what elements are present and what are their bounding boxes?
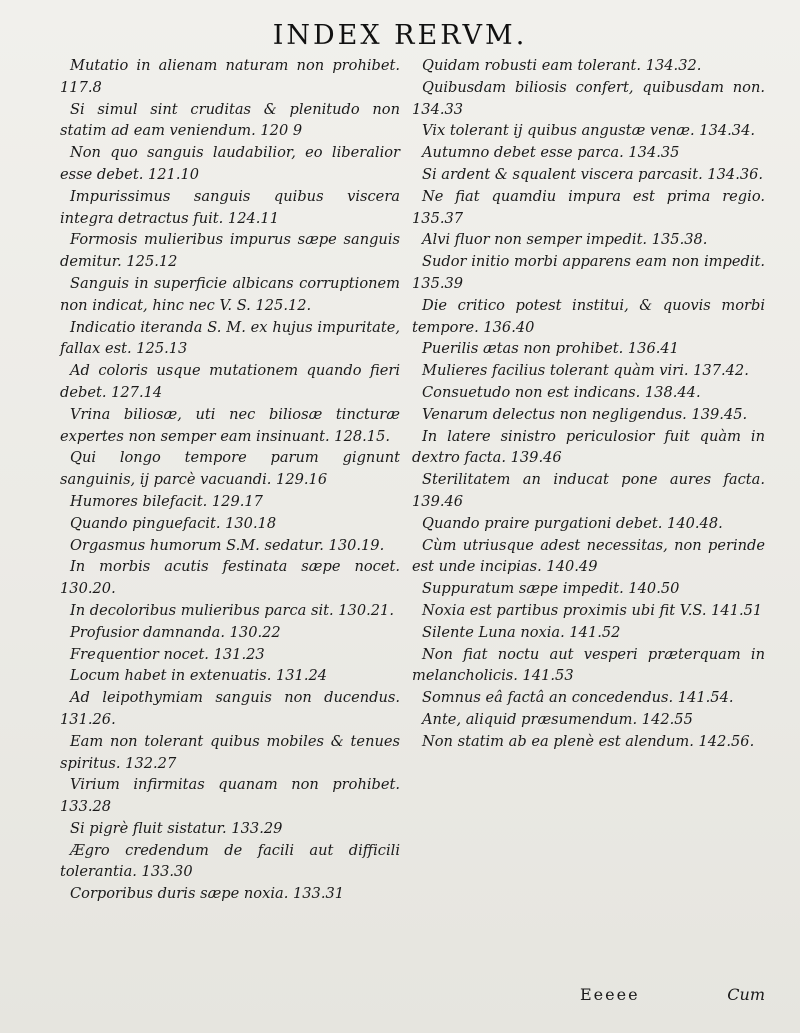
- index-entry: Suppuratum sæpe impedit. 140.50: [422, 580, 680, 598]
- index-entry: Ægro credendum de facili aut difficili tolerantia. 133.30: [60, 841, 400, 881]
- index-entry: Quibusdam biliosis confert, quibusdam non. 134.33: [412, 78, 765, 118]
- index-entry: Silente Luna noxia. 141.52: [422, 623, 621, 641]
- index-entry: Vix tolerant ij quibus angustæ venæ. 134.34.: [422, 122, 755, 140]
- index-entry: Quando praire purgationi debet. 140.48.: [422, 514, 723, 532]
- right-column: [412, 55, 765, 753]
- index-entry: Mutatio in alienam naturam non prohibet. 117.8: [60, 57, 400, 96]
- index-entry: Consuetudo non est indicans. 138.44.: [422, 383, 701, 401]
- index-entry: Qui longo tempore parum gignunt sanguinis, ij parcè vacuandi. 129.16: [60, 449, 400, 489]
- page-title: INDEX RERVM.: [272, 20, 528, 51]
- index-entry: Venarum delectus non negligendus. 139.45.: [422, 405, 748, 423]
- index-entry: Puerilis ætas non prohibet. 136.41: [422, 340, 679, 358]
- page-footer: [580, 985, 765, 1004]
- index-entry: Ante, aliquid præsumendum. 142.55: [422, 710, 693, 728]
- index-entry: Formosis mulieribus impurus sæpe sanguis demitur. 125.12: [60, 231, 400, 271]
- index-entry: Noxia est partibus proximis ubi fit V.S. 141.51: [422, 601, 763, 619]
- index-entry: Die critico potest institui, & quovis morbi tempore. 136.40: [412, 296, 765, 336]
- index-entry: Cùm utriusque adest necessitas, non perinde est unde incipias. 140.49: [412, 536, 765, 576]
- index-entry: Alvi fluor non semper impedit. 135.38.: [422, 231, 708, 249]
- index-entry: Ad leipothymiam sanguis non ducendus. 131.26.: [60, 689, 400, 728]
- index-entry: Profusior damnanda. 130.22: [70, 623, 281, 641]
- index-entry: Ad coloris usque mutationem quando fieri debet. 127.14: [60, 362, 400, 401]
- index-entry: Vrina biliosæ, uti nec biliosæ tincturæ expertes non semper eam insinuant. 128.15.: [60, 405, 400, 445]
- signature-mark: Eeeee: [580, 985, 640, 1004]
- index-entry: Locum habet in extenuatis. 131.24: [70, 667, 328, 685]
- index-entry: Virium infirmitas quanam non prohibet. 133.28: [60, 776, 400, 816]
- index-entry: Sanguis in superficie albicans corruptionem non indicat, hinc nec V. S. 125.12.: [60, 274, 400, 314]
- index-entry: Humores bilefacit. 129.17: [70, 492, 263, 510]
- index-entry: Sudor initio morbi apparens eam non impedit. 135.39: [412, 253, 765, 292]
- index-entry: Autumno debet esse parca. 134.35: [422, 144, 680, 162]
- index-entry: Si simul sint cruditas & plenitudo non statim ad eam veniendum. 120 9: [60, 100, 400, 140]
- catchword: Cum: [727, 985, 765, 1004]
- index-entry: Non fiat noctu aut vesperi præterquam in melancholicis. 141.53: [412, 645, 765, 685]
- index-entry: Frequentior nocet. 131.23: [70, 645, 265, 663]
- index-entry: In decoloribus mulieribus parca sit. 130.21.: [70, 601, 394, 619]
- index-entry: Si pigrè fluit sistatur. 133.29: [70, 819, 283, 837]
- index-entry: In latere sinistro periculosior fuit quàm in dextro facta. 139.46: [412, 427, 765, 467]
- index-entry: Eam non tolerant quibus mobiles & tenues spiritus. 132.27: [60, 732, 400, 772]
- index-entry: Orgasmus humorum S.M. sedatur. 130.19.: [70, 536, 385, 554]
- index-entry: Ne fiat quamdiu impura est prima regio. 135.37: [412, 187, 765, 227]
- index-entry: In morbis acutis festinata sæpe nocet. 130.20.: [60, 558, 400, 598]
- index-entry: Corporibus duris sæpe noxia. 133.31: [70, 885, 345, 903]
- index-entry: Indicatio iteranda S. M. ex hujus impuritate, fallax est. 125.13: [60, 318, 400, 358]
- index-entry: Non statim ab ea plenè est alendum. 142.56.: [422, 732, 755, 750]
- index-entry: Sterilitatem an inducat pone aures facta. 139.46: [412, 471, 765, 510]
- index-entry: Mulieres facilius tolerant quàm viri. 137.42.: [422, 362, 749, 380]
- index-entry: Quidam robusti eam tolerant. 134.32.: [422, 57, 702, 74]
- index-entry: Impurissimus sanguis quibus viscera integra detractus fuit. 124.11: [60, 187, 400, 227]
- index-entry: Si ardent & squalent viscera parcasit. 134.36.: [422, 165, 764, 183]
- index-entry: Non quo sanguis laudabilior, eo liberalior esse debet. 121.10: [60, 144, 400, 183]
- index-entry: Somnus eâ factâ an concedendus. 141.54.: [422, 689, 734, 707]
- index-entry: Quando pinguefacit. 130.18: [70, 514, 277, 532]
- left-column: [60, 55, 400, 905]
